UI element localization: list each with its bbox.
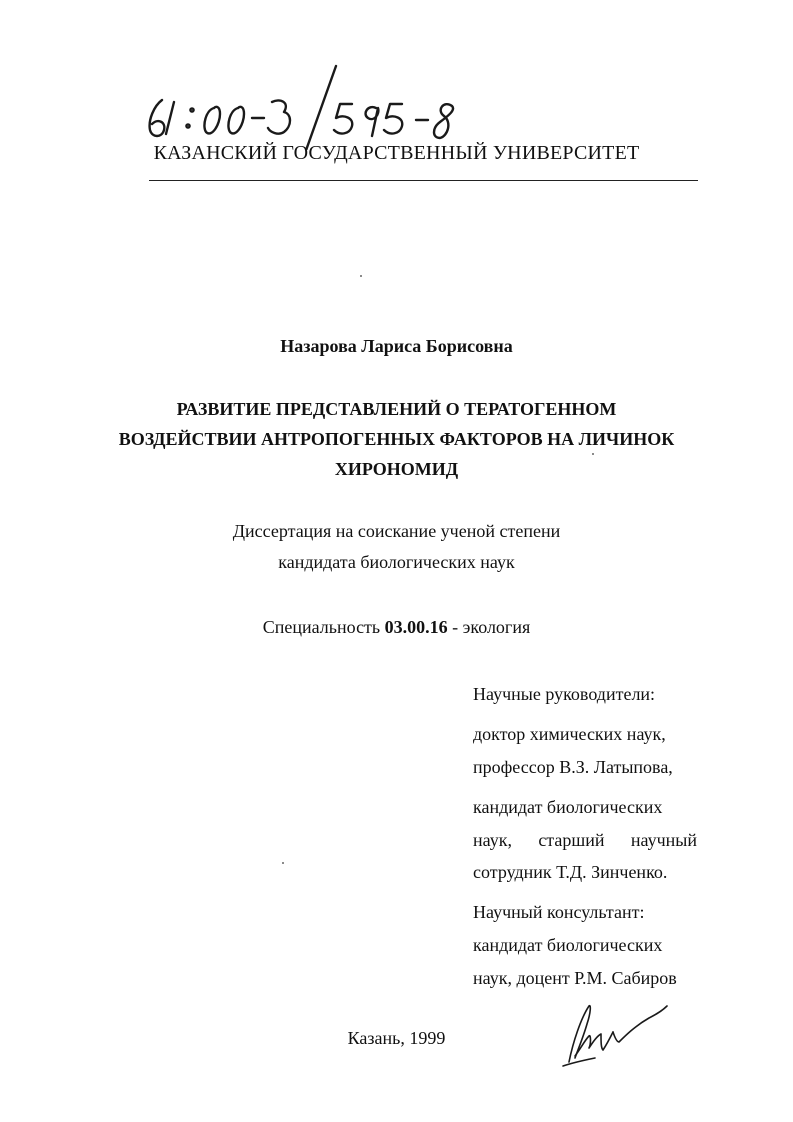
specialty-line bbox=[0, 617, 793, 638]
specialty-name: - экология bbox=[452, 617, 531, 637]
supervisor-2-word-1: наук, bbox=[473, 830, 512, 850]
supervisor-2-word-3: научный bbox=[630, 830, 697, 850]
scan-speck bbox=[592, 453, 594, 455]
dissertation-line-1: Диссертация на соискание ученой степени bbox=[232, 521, 561, 541]
author-name: Назарова Лариса Борисовна bbox=[280, 336, 513, 356]
specialty-label: Специальность bbox=[262, 617, 381, 637]
title-line-3: ХИРОНОМИД bbox=[334, 459, 459, 479]
scan-speck bbox=[282, 862, 284, 864]
handwritten-archive-code bbox=[140, 60, 480, 150]
supervisor-2-word-2: старший bbox=[538, 830, 605, 850]
supervisor-1-degree: доктор химических наук, bbox=[473, 724, 666, 744]
consultant-line-2: наук, доцент Р.М. Сабиров bbox=[473, 968, 677, 988]
dissertation-line-2: кандидата биологических наук bbox=[278, 552, 515, 572]
supervisors-heading: Научные руководители: bbox=[473, 684, 656, 704]
supervisor-2-line-2 bbox=[473, 830, 697, 851]
city-year: Казань, 1999 bbox=[347, 1028, 446, 1048]
university-name: КАЗАНСКИЙ ГОСУДАРСТВЕННЫЙ УНИВЕРСИТЕТ bbox=[153, 142, 640, 164]
header-divider bbox=[149, 180, 698, 181]
specialty-code: 03.00.16 bbox=[384, 617, 448, 637]
supervisor-1-name: профессор В.З. Латыпова, bbox=[473, 757, 673, 777]
supervisor-2-line-1: кандидат биологических bbox=[473, 797, 663, 817]
supervisor-2-line-3: сотрудник Т.Д. Зинченко. bbox=[473, 862, 668, 882]
title-line-2: ВОЗДЕЙСТВИИ АНТРОПОГЕННЫХ ФАКТОРОВ НА ЛИЧИНОК bbox=[118, 429, 675, 449]
signature bbox=[555, 992, 675, 1072]
title-line-1: РАЗВИТИЕ ПРЕДСТАВЛЕНИЙ О ТЕРАТОГЕННОМ bbox=[176, 399, 617, 419]
consultant-heading: Научный консультант: bbox=[473, 902, 645, 922]
consultant-line-1: кандидат биологических bbox=[473, 935, 663, 955]
scan-speck bbox=[360, 275, 362, 277]
